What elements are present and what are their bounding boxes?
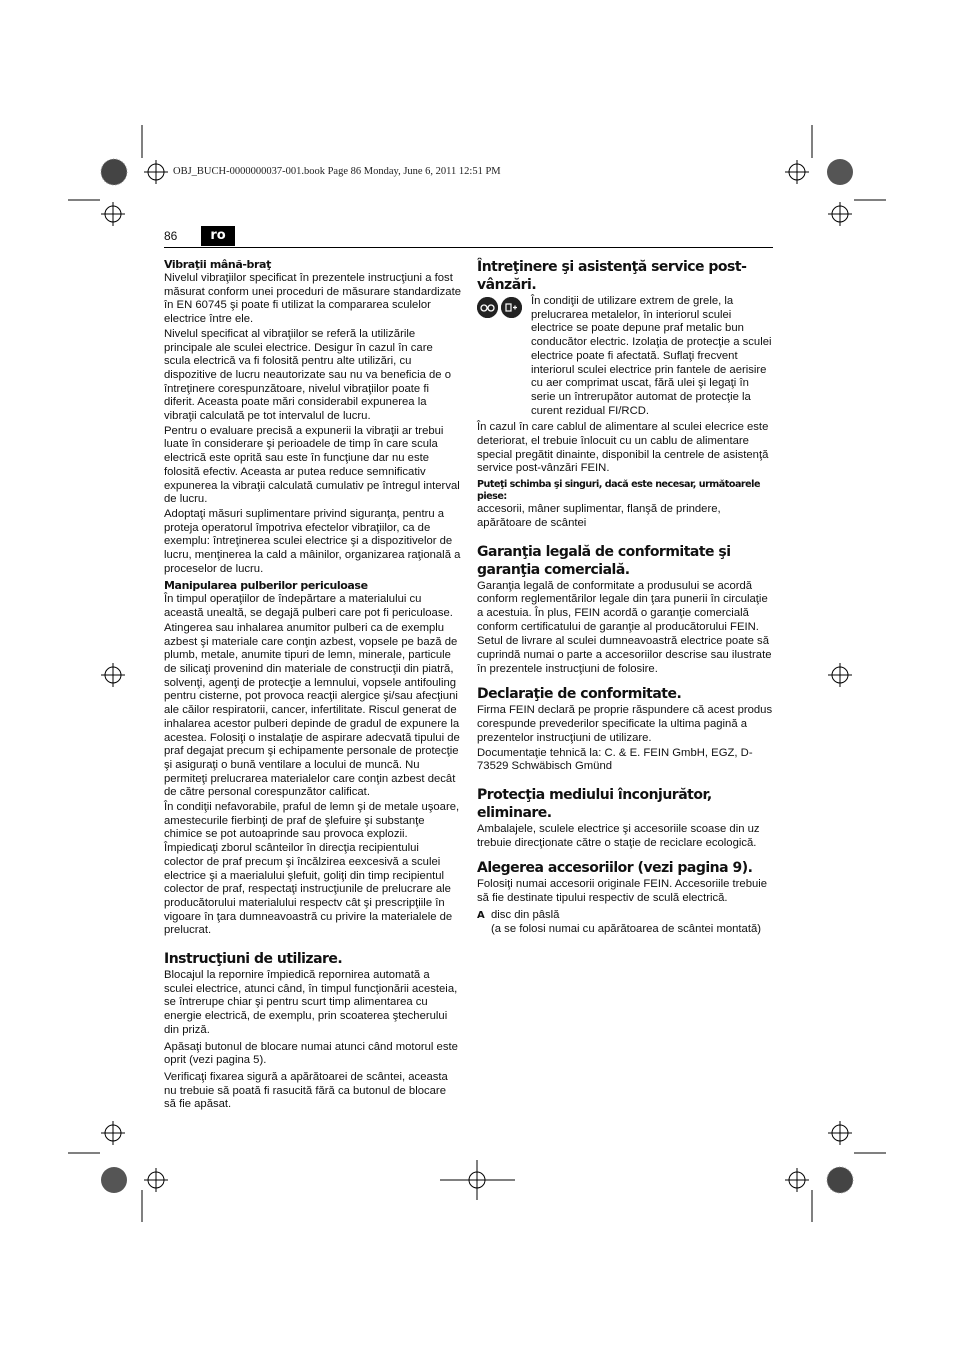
service-heading: Întreţinere şi asistenţă service post-vânzări.	[477, 259, 747, 293]
right-column	[477, 258, 774, 936]
warranty-heading: Garanţia legală de conformitate şi garanţia comercială.	[477, 543, 731, 578]
file-header: OBJ_BUCH-0000000037-001.book Page 86 Monday, June 6, 2011 12:51 PM	[173, 166, 501, 177]
accessories-heading: Alegerea accesoriilor (vezi pagina 9).	[477, 860, 753, 877]
page-number: 86	[164, 229, 178, 243]
accessory-item-note: (a se folosi numai cu apărătoarea de scântei montată)	[491, 922, 762, 935]
color-target	[827, 159, 853, 185]
registration-mark	[785, 160, 809, 184]
language-tab: ro	[201, 226, 235, 246]
vibration-paragraph: Nivelul vibraţiilor specificat în prezentele instrucţiuni a fost măsurat conform unei proceduri de măsurare standardizate în EN 60745 şi poate fi utilizat la compararea sculelor electrice între ele.	[164, 272, 462, 326]
conformity-heading: Declaraţie de conformitate.	[477, 686, 682, 703]
registration-mark	[828, 1121, 852, 1145]
conformity-paragraph: Firma FEIN declară pe proprie răspundere că acest produs corespunde prevederilor specificate la ultima pagină a prezentelor instrucţiuni de utilizare.	[477, 704, 773, 744]
dust-paragraph: Atingerea sau inhalarea anumitor pulberi ca de exemplu azbest şi materiale care conţin azbest, vopsele pe bază de plumb, metale, anumite tipuri de lemn, minerale, particule de silicaţi provenind din materiale de construcţii din piatră, solvenţi, agenţi de protecţie a lemnului, vopsele antifouling pentru cisterne, pot provoca reacţii alergice şi/sau afecţiuni ale căilor respiratorii, cancer, infertilitate. Riscul generat de inhalarea acestor pulberi depinde de gradul de expunere la acestea. Folosiţi o instalaţie de aspirare adecvată tipului de praf degajat precum şi echipamente personale de protecţie şi asiguraţi o bună ventilare a locului de muncă. Nu permiteţi prelucrarea materialelor care conţin azbest decât de către personal corespunzător calificat.	[164, 621, 460, 799]
registration-mark	[828, 202, 852, 226]
environment-heading: Protecţia mediului înconjurător, eliminare.	[477, 786, 712, 821]
color-target	[101, 1167, 127, 1193]
usage-paragraph: Blocajul la repornire împiedică repornirea automată a sculei electrice, atunci când, în timpul funcţionării acesteia, se întrerupe chiar şi pentru scurt timp alimentarea cu energie electrică, de exemplu, prin scoaterea ştecherului din priză.	[164, 969, 458, 1036]
registration-mark	[101, 1121, 125, 1145]
dust-paragraph: În timpul operaţiilor de îndepărtare a materialului cu această unealtă, se degajă pulberi care pot fi periculoase.	[164, 593, 453, 620]
color-target	[101, 159, 127, 185]
registration-mark	[828, 663, 852, 687]
vibration-paragraph: Nivelul specificat al vibraţiilor se referă la utilizările principale ale sculei electrice. Desigur în cazul în care scula electrică va fi folosită pentru alte utilizări, cu dispozitive de lucru neautorizate sau nu va beneficia de o întreţinere corespunzătoare, nivelul vibraţiilor poate fi diferit. Aceasta poate mări considerabil expunerea la vibraţii calculată pe tot intervalul de lucru.	[164, 327, 452, 423]
safety-icons	[477, 297, 522, 318]
vibration-paragraph: Adoptaţi măsuri suplimentare privind siguranţa, pentru a proteja operatorul împotriva efectelor vibraţiilor, ca de exemplu: întreţinerea sculei electrice şi a dispozitivelor de lucru, menţinerea la cald a mâinilor, organizarea raţională a proceselor de lucru.	[164, 507, 461, 575]
vibration-heading: Vibraţii mână-braţ	[164, 258, 271, 271]
registration-mark	[144, 160, 168, 184]
dust-heading: Manipularea pulberilor periculoase	[164, 579, 368, 593]
hearing-protection-icon	[501, 297, 522, 318]
environment-paragraph: Ambalajele, sculele electrice şi accesoriile scoase din uz trebuie direcţionate către o staţie de reciclare ecologică.	[477, 822, 760, 849]
service-paragraph: În condiţii de utilizare extrem de grele, la prelucrarea metalelor, în interiorul sculei electrice se poate depune praf metalic bun conducător electric. Izolaţia de protecţie a sculei electrice poate fi afectată. Suflaţi frecvent interiorul sculei electrice prin fantele de aerisire cu aer comprimat uscat, fără ulei şi legaţi în serie un întrerupător automat de protecţie la curent rezidual FI/RCD.	[531, 295, 772, 417]
header-rule	[164, 247, 773, 248]
accessory-item-letter: A	[477, 909, 485, 921]
warranty-paragraph: Garanţia legală de conformitate a produsului se acordă conform reglementărilor legale din ţara punerii în circulaţie a acestuia. În plus, FEIN acordă o garanţie comercială conform certificatului de garanţie al producătorului FEIN.	[477, 579, 768, 633]
vibration-paragraph: Pentru o evaluare precisă a expunerii la vibraţii ar trebui luate în considerare şi perioadele de timp în care scula electrică este oprită sau este în funcţiune dar nu este folosită efectiv. Aceasta ar putea reduce semnificativ expunerea la vibraţii calculată cumulativ pe întregul interval de lucru.	[164, 424, 460, 506]
usage-paragraph: Apăsaţi butonul de blocare numai atunci când motorul este oprit (vezi pagina 5).	[164, 1040, 458, 1067]
accessory-item	[477, 909, 774, 936]
service-paragraph: În cazul în care cablul de alimentare al sculei elecrice este deteriorat, el trebuie înlocuit cu un cablu de alimentare special pregătit dinainte, disponibil la centrele de asistenţă service post-vânzări FEIN.	[477, 421, 769, 475]
accessory-item-name: disc din pâslă	[491, 908, 560, 921]
registration-mark	[144, 1168, 168, 1192]
registration-mark	[785, 1168, 809, 1192]
service-block	[477, 295, 774, 418]
conformity-paragraph: Documentaţie tehnică la: C. & E. FEIN GmbH, EGZ, D-73529 Schwäbisch Gmünd	[477, 746, 753, 773]
registration-mark	[101, 663, 125, 687]
service-paragraph: accesorii, mâner suplimentar, flanşă de prindere, apărătoare de scântei	[477, 503, 721, 529]
dust-paragraph: În condiţii nefavorabile, praful de lemn şi de metale uşoare, amestecurile fierbinţi de praf de şlefuire şi substanţe chimice se pot autoaprinde sau provoca explozii. Împiedicaţi zborul scânteilor în direcţia recipientului colector de praf precum şi încălzirea eexcesivă a sculei electrice şi a maerialului şlefuit, goliţi din timp recipientul colector de praf, respectaţi instrucţiunile de prelucrare ale producătorului materialului respectv cât şi prescripţiile în vigoare în ţara dumneavoastră cu privire la materialele de prelucrat.	[164, 801, 460, 937]
service-note: Puteţi schimba şi singuri, dacă este necesar, următoarele piese:	[477, 479, 760, 503]
left-column	[164, 258, 461, 1113]
usage-paragraph: Verificaţi fixarea sigură a apărătoarei de scântei, aceasta nu trebuie să poată fi rasucită fără ca butonul de blocare să fie apăsat.	[164, 1070, 448, 1111]
usage-heading: Instrucţiuni de utilizare.	[164, 951, 343, 968]
accessories-paragraph: Folosiţi numai accesorii originale FEIN. Accesoriile trebuie să fie destinate tipului respectiv de sculă electrică.	[477, 878, 768, 905]
warranty-paragraph: Setul de livrare al sculei dumneavoastră electrice poate să cuprindă numai o parte a accesoriilor descrise sau ilustrate în prezentele instrucţiuni de folosire.	[477, 635, 772, 675]
registration-mark	[101, 202, 125, 226]
color-target	[827, 1167, 853, 1193]
protective-goggles-icon	[477, 297, 498, 318]
